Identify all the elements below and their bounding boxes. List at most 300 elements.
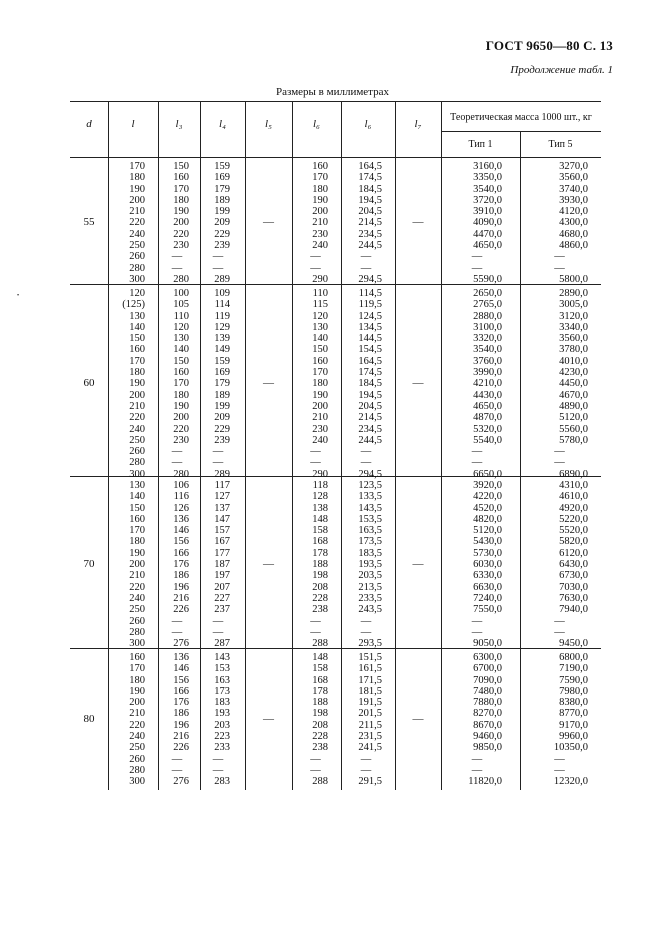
cell-l: 240 [129, 423, 145, 435]
cell-t1: 7480,0 [473, 685, 502, 697]
cell-l: 260 [129, 251, 145, 263]
group-d-70: 70 [83, 557, 95, 570]
cell-l6: — [310, 446, 321, 458]
cell-l6: 128 [312, 491, 328, 503]
cell-l3: — [171, 262, 183, 274]
cell-l3: — [171, 615, 183, 627]
cell-t1: 7550,0 [473, 604, 502, 616]
group-55-col-l4 [206, 161, 230, 285]
cell-l3: 170 [173, 183, 189, 195]
cell-l6: 200 [312, 206, 328, 218]
cell-l: 250 [129, 742, 145, 754]
cell-t5: 4680,0 [559, 228, 588, 240]
group-80-col-l [118, 652, 145, 788]
cell-l6: 198 [312, 570, 328, 582]
header-l7: l₆ [364, 118, 372, 130]
cell-t5: — [554, 615, 565, 627]
cell-l3: — [171, 626, 183, 638]
cell-l3: 230 [173, 434, 189, 446]
cell-t1: 4220,0 [473, 491, 502, 503]
group-l5-dash: — [263, 377, 274, 390]
cell-t1: — [471, 457, 483, 469]
cell-l7: 134,5 [358, 321, 382, 333]
cell-l4: 163 [214, 674, 230, 686]
cell-l6: 238 [312, 742, 328, 754]
cell-t1: 4470,0 [473, 228, 502, 240]
cell-l6: 118 [312, 480, 328, 491]
cell-t5: 7030,0 [559, 581, 588, 593]
cell-t1: — [471, 262, 483, 274]
cell-l4: — [212, 251, 224, 263]
header-type1: Тип 1 [468, 139, 493, 150]
cell-l: 300 [129, 468, 145, 480]
cell-l4: 187 [214, 559, 230, 571]
cell-t5: 6120,0 [559, 547, 588, 559]
cell-l3: 100 [173, 288, 189, 299]
cell-l4: 183 [214, 697, 230, 709]
cell-t1: 8270,0 [473, 708, 502, 720]
cell-l7: 244,5 [358, 240, 382, 252]
cell-t5: 3005,0 [559, 299, 588, 311]
cell-l: 260 [129, 446, 145, 458]
group-60-col-l6 [303, 288, 328, 480]
cell-l: 190 [129, 378, 145, 390]
cell-l6: 210 [312, 217, 328, 229]
cell-l3: 160 [173, 367, 189, 379]
cell-l4: 227 [214, 592, 230, 604]
cell-l: 300 [129, 776, 145, 788]
cell-l4: 177 [214, 547, 230, 559]
cell-l3: 110 [173, 310, 189, 322]
cell-l3: 176 [173, 697, 189, 709]
cell-t1: 6300,0 [473, 652, 502, 663]
cell-l6: 188 [312, 559, 328, 571]
cell-t1: 9050,0 [473, 638, 502, 650]
cell-l: 280 [129, 262, 145, 274]
cell-l: 240 [129, 228, 145, 240]
group-70-col-l7 [350, 480, 382, 649]
cell-t1: 8670,0 [473, 719, 502, 731]
cell-l6: 148 [312, 652, 328, 663]
cell-l7: 174,5 [358, 172, 382, 184]
cell-t1: 3100,0 [473, 321, 502, 333]
cell-t5: 3780,0 [559, 344, 588, 356]
group-60-col-t5 [531, 288, 588, 480]
cell-l7: — [360, 457, 372, 469]
cell-l4: — [212, 615, 224, 627]
cell-t5: 7940,0 [559, 604, 588, 616]
cell-l4: 289 [214, 273, 230, 285]
cell-l3: 130 [173, 333, 189, 345]
cell-l: 170 [129, 525, 145, 537]
cell-l6: 158 [312, 663, 328, 675]
cell-l6: 190 [312, 389, 328, 401]
cell-t5: 7190,0 [559, 663, 588, 675]
cell-l7: 291,5 [358, 776, 382, 788]
cell-l6: 180 [312, 378, 328, 390]
cell-l6: 140 [312, 333, 328, 345]
cell-t1: 6630,0 [473, 581, 502, 593]
cell-t1: — [471, 446, 483, 458]
cell-l7: 293,5 [358, 638, 382, 650]
cell-l3: — [171, 764, 183, 776]
cell-l6: 208 [312, 719, 328, 731]
cell-l: 120 [129, 288, 145, 299]
cell-l3: 186 [173, 570, 189, 582]
group-separator-1 [70, 476, 601, 477]
cell-l6: — [310, 262, 321, 274]
cell-t1: 7090,0 [473, 674, 502, 686]
cell-t1: 6650,0 [473, 468, 502, 480]
cell-l3: 226 [173, 742, 189, 754]
cell-l7: 153,5 [358, 513, 382, 525]
cell-t1: 4210,0 [473, 378, 502, 390]
cell-t1: 5320,0 [473, 423, 502, 435]
cell-t1: 4820,0 [473, 513, 502, 525]
cell-t1: 6700,0 [473, 663, 502, 675]
cell-l3: 280 [173, 273, 189, 285]
cell-l3: 126 [173, 502, 189, 514]
cell-t5: 5220,0 [559, 513, 588, 525]
cell-l7: — [360, 764, 372, 776]
cell-l7: 211,5 [358, 719, 382, 731]
cell-l3: 196 [173, 719, 189, 731]
group-d-80: 80 [83, 712, 95, 725]
cell-t5: — [554, 753, 565, 765]
group-70-col-t1 [452, 480, 502, 649]
cell-l4: 109 [214, 288, 230, 299]
cell-t1: 7240,0 [473, 592, 502, 604]
cell-t1: 3160,0 [473, 161, 502, 172]
header-bottom-rule [70, 157, 601, 158]
cell-l6: 290 [312, 468, 328, 480]
cell-l6: 160 [312, 355, 328, 367]
cell-l6: 138 [312, 502, 328, 514]
cell-t1: 3920,0 [473, 480, 502, 491]
cell-t5: 3560,0 [559, 172, 588, 184]
cell-l7: — [360, 262, 372, 274]
cell-t5: 7630,0 [559, 592, 588, 604]
cell-l3: 180 [173, 194, 189, 206]
cell-l7: 184,5 [358, 378, 382, 390]
group-60-col-l7 [350, 288, 382, 480]
cell-l6: — [310, 753, 321, 765]
cell-t1: — [471, 764, 483, 776]
group-l8-dash: — [412, 712, 424, 725]
cell-l: 250 [129, 604, 145, 616]
group-80-col-t5 [531, 652, 588, 788]
cell-l3: 120 [173, 321, 189, 333]
cell-t1: 4650,0 [473, 400, 502, 412]
cell-l4: 169 [214, 172, 230, 184]
cell-t5: 3340,0 [559, 321, 588, 333]
cell-l: 140 [129, 491, 145, 503]
cell-l4: 229 [214, 228, 230, 240]
cell-t1: 4520,0 [473, 502, 502, 514]
cell-l3: 166 [173, 547, 189, 559]
cell-l6: 238 [312, 604, 328, 616]
group-70-col-l6 [303, 480, 328, 649]
cell-l: 130 [129, 480, 145, 491]
group-l5-dash: — [263, 712, 274, 725]
cell-l: 160 [129, 344, 145, 356]
cell-l6: 115 [312, 299, 328, 311]
cell-l3: 160 [173, 172, 189, 184]
group-70-col-t5 [531, 480, 588, 649]
group-l5-dash: — [263, 557, 274, 570]
group-80-col-l7 [350, 652, 382, 788]
cell-l6: — [310, 457, 321, 469]
cell-l4: 114 [214, 299, 230, 311]
group-80-col-l4 [206, 652, 230, 788]
cell-l6: 200 [312, 400, 328, 412]
cell-l6: 230 [312, 228, 328, 240]
cell-l: (125) [122, 299, 145, 311]
cell-l: 180 [129, 367, 145, 379]
group-60-col-l [118, 288, 145, 480]
cell-l7: — [360, 251, 372, 263]
group-60-col-t1 [452, 288, 502, 480]
cell-l6: 188 [312, 697, 328, 709]
cell-l7: 181,5 [358, 685, 382, 697]
cell-l: 260 [129, 753, 145, 765]
cell-l7: 294,5 [358, 273, 382, 285]
cell-l: 170 [129, 355, 145, 367]
cell-l6: 290 [312, 273, 328, 285]
cell-l: 200 [129, 559, 145, 571]
group-60-col-l4 [206, 288, 230, 480]
cell-l: 280 [129, 764, 145, 776]
cell-t1: 5730,0 [473, 547, 502, 559]
cell-l4: 189 [214, 389, 230, 401]
cell-l6: 158 [312, 525, 328, 537]
cell-l: 240 [129, 592, 145, 604]
cell-t1: — [471, 615, 483, 627]
cell-l3: 146 [173, 525, 189, 537]
cell-l4: 203 [214, 719, 230, 731]
cell-l7: 193,5 [358, 559, 382, 571]
group-l8-dash: — [412, 377, 424, 390]
cell-l3: — [171, 457, 183, 469]
table-top-rule [70, 101, 601, 102]
cell-l7: 241,5 [358, 742, 382, 754]
cell-t5: 8770,0 [559, 708, 588, 720]
cell-l7: 144,5 [358, 333, 382, 345]
cell-t1: 4430,0 [473, 389, 502, 401]
cell-t1: 9850,0 [473, 742, 502, 754]
cell-l7: 123,5 [358, 480, 382, 491]
cell-t5: 3120,0 [559, 310, 588, 322]
cell-l6: 148 [312, 513, 328, 525]
cell-l6: 198 [312, 708, 328, 720]
cell-l7: 114,5 [358, 288, 382, 299]
cell-l7: 191,5 [358, 697, 382, 709]
cell-l6: 240 [312, 240, 328, 252]
cell-t1: 4870,0 [473, 412, 502, 424]
cell-t1: 2650,0 [473, 288, 502, 299]
cell-l4: — [212, 764, 224, 776]
cell-t5: 4300,0 [559, 217, 588, 229]
cell-l4: 197 [214, 570, 230, 582]
cell-l3: 190 [173, 206, 189, 218]
cell-t5: 3270,0 [559, 161, 588, 172]
cell-l3: 106 [173, 480, 189, 491]
cell-l7: 234,5 [358, 423, 382, 435]
cell-l4: 153 [214, 663, 230, 675]
cell-t1: 3760,0 [473, 355, 502, 367]
cell-l4: 237 [214, 604, 230, 616]
cell-t1: 3320,0 [473, 333, 502, 345]
cell-l4: 149 [214, 344, 230, 356]
header-mass: Теоретическая масса 1000 шт., кг [450, 112, 592, 123]
cell-t5: 4450,0 [559, 378, 588, 390]
header-d: d [86, 118, 92, 130]
cell-l7: 183,5 [358, 547, 382, 559]
cell-l7: 119,5 [358, 299, 382, 311]
group-55-col-l7 [350, 161, 382, 285]
cell-l3: 230 [173, 240, 189, 252]
cell-l6: 120 [312, 310, 328, 322]
cell-l4: 189 [214, 194, 230, 206]
cell-t1: 2765,0 [473, 299, 502, 311]
cell-l: 200 [129, 389, 145, 401]
cell-l7: 194,5 [358, 389, 382, 401]
cell-t5: 4670,0 [559, 389, 588, 401]
cell-l7: 164,5 [358, 355, 382, 367]
page-header: ГОСТ 9650—80 С. 13 [485, 38, 613, 53]
cell-l: 300 [129, 638, 145, 650]
cell-t5: 4120,0 [559, 206, 588, 218]
cell-l7: — [360, 446, 372, 458]
cell-l6: 230 [312, 423, 328, 435]
cell-l7: 133,5 [358, 491, 382, 503]
cell-l3: 170 [173, 378, 189, 390]
cell-t5: 10350,0 [553, 742, 588, 754]
cell-l6: 170 [312, 367, 328, 379]
cell-l3: 146 [173, 663, 189, 675]
cell-t1: — [471, 626, 483, 638]
cell-t5: — [554, 446, 565, 458]
cell-t5: 5120,0 [559, 412, 588, 424]
group-55-col-t1 [452, 161, 502, 285]
cell-l: 210 [129, 570, 145, 582]
cell-t5: 3740,0 [559, 183, 588, 195]
cell-l7: 214,5 [358, 412, 382, 424]
cell-l4: 179 [214, 183, 230, 195]
cell-l7: — [360, 615, 372, 627]
cell-t1: 6330,0 [473, 570, 502, 582]
cell-l6: 168 [312, 536, 328, 548]
cell-t1: 5540,0 [473, 434, 502, 446]
cell-l3: 196 [173, 581, 189, 593]
cell-l4: 127 [214, 491, 230, 503]
cell-t5: 9170,0 [559, 719, 588, 731]
cell-l: 150 [129, 502, 145, 514]
cell-t5: 5800,0 [559, 273, 588, 285]
cell-l4: 179 [214, 378, 230, 390]
cell-t1: 3540,0 [473, 183, 502, 195]
cell-l: 170 [129, 663, 145, 675]
cell-t5: — [554, 626, 565, 638]
cell-l7: 154,5 [358, 344, 382, 356]
column-rule-4 [292, 101, 293, 790]
header-l4: l₄ [219, 118, 226, 130]
cell-l4: 139 [214, 333, 230, 345]
cell-l7: 201,5 [358, 708, 382, 720]
cell-t5: 3930,0 [559, 194, 588, 206]
cell-l4: 199 [214, 400, 230, 412]
cell-l4: 159 [214, 161, 230, 172]
cell-l4: 129 [214, 321, 230, 333]
cell-l7: 164,5 [358, 161, 382, 172]
group-60-col-l3 [165, 288, 189, 480]
cell-t5: 2890,0 [559, 288, 588, 299]
cell-l3: 216 [173, 731, 189, 743]
group-l5-dash: — [263, 216, 274, 229]
cell-l7: 243,5 [358, 604, 382, 616]
cell-l: 190 [129, 183, 145, 195]
cell-l6: 160 [312, 161, 328, 172]
cell-l3: 166 [173, 685, 189, 697]
cell-t5: 3560,0 [559, 333, 588, 345]
cell-t5: 8380,0 [559, 697, 588, 709]
units-caption: Размеры в миллиметрах [276, 86, 389, 98]
cell-l6: — [310, 615, 321, 627]
cell-l4: 117 [214, 480, 230, 491]
group-55-col-l3 [165, 161, 189, 285]
mass-subheader-rule [441, 131, 601, 132]
cell-l4: — [212, 626, 224, 638]
cell-l: 160 [129, 652, 145, 663]
group-55-col-t5 [531, 161, 588, 285]
cell-l4: 143 [214, 652, 230, 663]
cell-l6: 190 [312, 194, 328, 206]
cell-l7: 194,5 [358, 194, 382, 206]
cell-t5: 4310,0 [559, 480, 588, 491]
cell-l7: 203,5 [358, 570, 382, 582]
cell-l7: 174,5 [358, 367, 382, 379]
cell-l: 220 [129, 412, 145, 424]
cell-t5: — [554, 764, 565, 776]
cell-t5: 5520,0 [559, 525, 588, 537]
cell-l4: 137 [214, 502, 230, 514]
group-70-col-l3 [165, 480, 189, 649]
cell-l3: 150 [173, 355, 189, 367]
cell-t5: 4920,0 [559, 502, 588, 514]
cell-l: 130 [129, 310, 145, 322]
cell-l3: 150 [173, 161, 189, 172]
cell-t5: — [554, 251, 565, 263]
cell-l6: — [310, 764, 321, 776]
cell-t1: 5120,0 [473, 525, 502, 537]
cell-t5: 7980,0 [559, 685, 588, 697]
cell-l: 220 [129, 217, 145, 229]
cell-l4: 193 [214, 708, 230, 720]
cell-l: 280 [129, 626, 145, 638]
cell-t5: 6430,0 [559, 559, 588, 571]
cell-t5: 9450,0 [559, 638, 588, 650]
cell-l4: 199 [214, 206, 230, 218]
cell-l4: 233 [214, 742, 230, 754]
group-80-col-t1 [452, 652, 502, 788]
cell-t5: 4610,0 [559, 491, 588, 503]
cell-l: 220 [129, 719, 145, 731]
cell-l: 210 [129, 400, 145, 412]
column-rule-0 [108, 101, 109, 790]
cell-l: 240 [129, 731, 145, 743]
cell-l6: — [310, 251, 321, 263]
cell-t5: 5560,0 [559, 423, 588, 435]
